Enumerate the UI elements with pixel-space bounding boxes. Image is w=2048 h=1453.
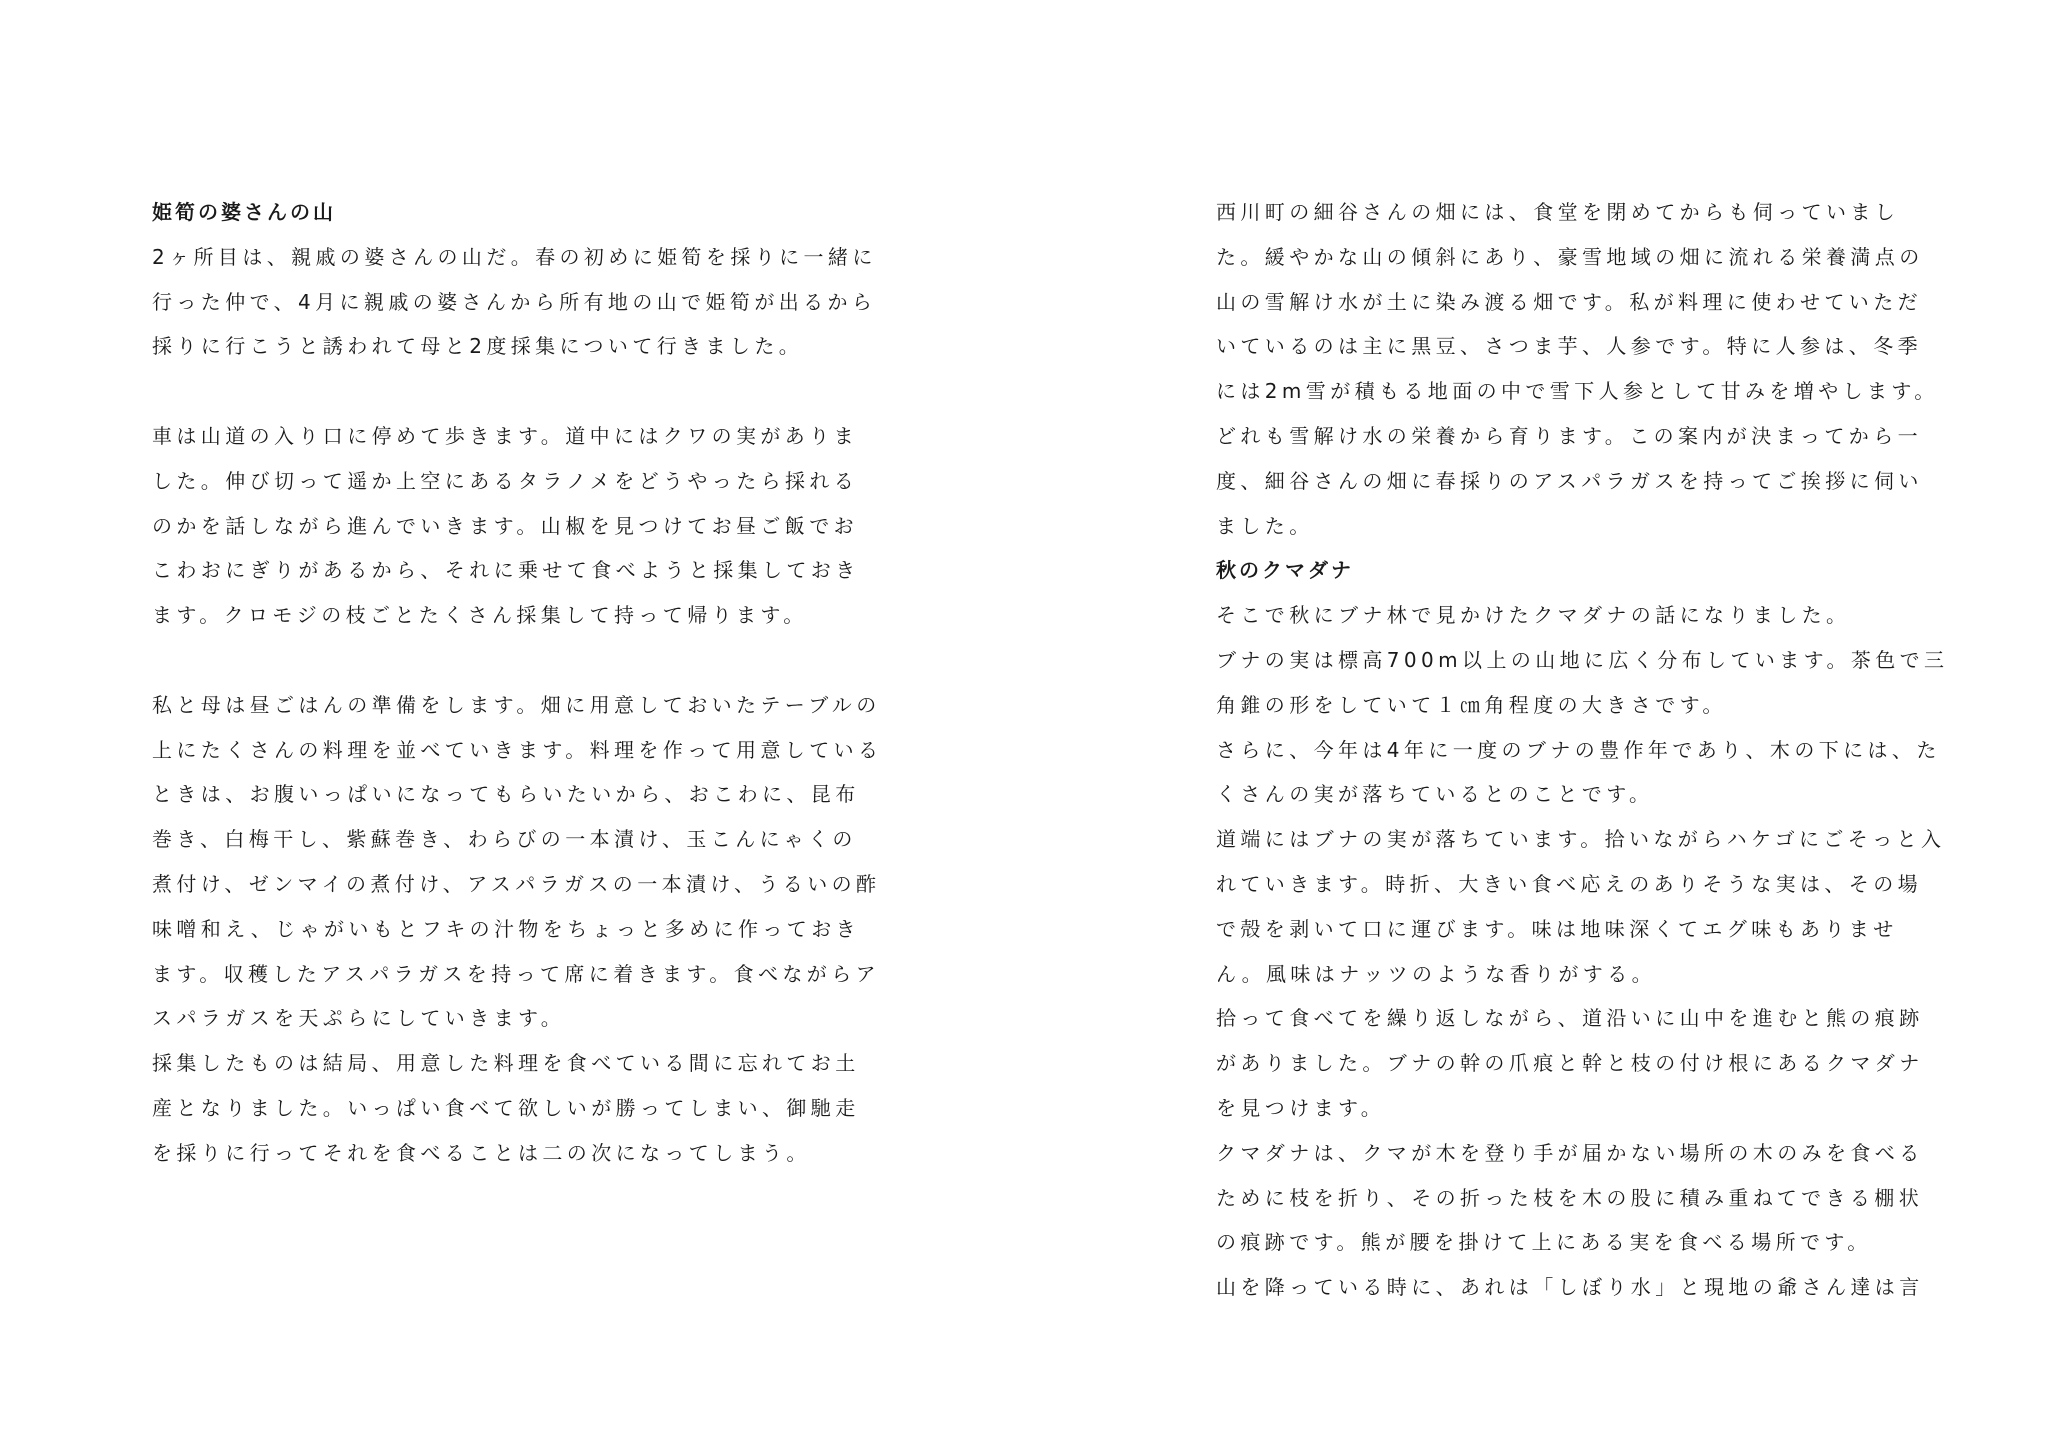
body-text-line: れていきます。時折、大きい食べ応えのありそうな実は、その場 [1216,871,1922,896]
body-text-line: には2m雪が積もる地面の中で雪下人参として甘みを増やします。 [1216,379,1939,404]
body-text-line: 角錐の形をしていて１㎝角程度の大きさです。 [1216,692,1727,717]
paragraph-spacer [152,369,852,414]
body-text-line: クマダナは、クマが木を登り手が届かない場所の木のみを食べる [1216,1140,1924,1165]
body-text-line: 私と母は昼ごはんの準備をします。畑に用意しておいたテーブルの [152,692,881,717]
body-text-line: ブナの実は標高700m以上の山地に広く分布しています。茶色で三 [1216,647,1949,672]
body-text-line: ん。風味はナッツのような香りがする。 [1216,961,1656,986]
body-text-line: 採集したものは結局、用意した料理を食べている間に忘れてお土 [152,1051,860,1076]
body-text-line: こわおにぎりがあるから、それに乗せて食べようと採集しておき [152,558,860,583]
body-text-line: ために枝を折り、その折った枝を木の股に積み重ねてできる棚状 [1216,1185,1924,1210]
body-text-line: 行った仲で、4月に親戚の婆さんから所有地の山で姫筍が出るから [152,289,877,314]
body-text-line: ます。クロモジの枝ごとたくさん採集して持って帰ります。 [152,603,808,628]
body-text-line: した。伸び切って遥か上空にあるタラノメをどうやったら採れる [152,468,859,493]
section-heading: 秋のクマダナ [1216,558,1354,583]
body-text-line: た。緩やかな山の傾斜にあり、豪雪地域の畑に流れる栄養満点の [1216,244,1924,269]
body-text-line: のかを話しながら進んでいきます。山椒を見つけてお昼ご飯でお [152,513,858,538]
body-text-line: さらに、今年は4年に一度のブナの豊作年であり、木の下には、た [1216,737,1941,762]
body-text-line: 2ヶ所目は、親戚の婆さんの山だ。春の初めに姫筍を採りに一緒に [152,244,877,269]
body-text-line: 度、細谷さんの畑に春採りのアスパラガスを持ってご挨拶に伺い [1216,468,1923,493]
body-text-line: 上にたくさんの料理を並べていきます。料理を作って用意している [152,737,883,762]
body-text-line: くさんの実が落ちているとのことです。 [1216,782,1654,807]
body-text-line: 山の雪解け水が土に染み渡る畑です。私が料理に使わせていただ [1216,289,1922,314]
body-text-line: いているのは主に黒豆、さつま芋、人参です。特に人参は、冬季 [1216,334,1922,359]
body-text-line: ました。 [1216,513,1314,538]
body-text-line: 巻き、白梅干し、紫蘇巻き、わらびの一本漬け、玉こんにゃくの [152,827,857,852]
body-text-line: ます。収穫したアスパラガスを持って席に着きます。食べながらア [152,961,880,986]
body-text-line: の痕跡です。熊が腰を掛けて上にある実を食べる場所です。 [1216,1230,1872,1255]
left-text-column [152,190,883,1176]
body-text-line: 産となりました。いっぱい食べて欲しいが勝ってしまい、御馳走 [152,1095,860,1120]
body-text-line: で殻を剥いて口に運びます。味は地味深くてエグ味もありませ [1216,916,1898,941]
body-text-line: 道端にはブナの実が落ちています。拾いながらハケゴにごそっと入 [1216,827,1946,852]
body-text-line: 拾って食べてを繰り返しながら、道沿いに山中を進むと熊の痕跡 [1216,1006,1924,1031]
body-text-line: スパラガスを天ぷらにしていきます。 [152,1006,566,1031]
body-text-line: 煮付け、ゼンマイの煮付け、アスパラガスの一本漬け、うるいの酢 [152,871,881,896]
body-text-line: ときは、お腹いっぱいになってもらいたいから、おこわに、昆布 [152,782,860,807]
body-text-line: 車は山道の入り口に停めて歩きます。道中にはクワの実がありま [152,423,858,448]
body-text-line: 味噌和え、じゃがいもとフキの汁物をちょっと多めに作っておき [152,916,860,941]
body-text-line: を採りに行ってそれを食べることは二の次になってしまう。 [152,1140,811,1165]
body-text-line: がありました。ブナの幹の爪痕と幹と枝の付け根にあるクマダナ [1216,1051,1924,1076]
body-text-line: 採りに行こうと誘われて母と2度採集について行きました。 [152,334,804,359]
body-text-line: そこで秋にブナ林で見かけたクマダナの話になりました。 [1216,603,1851,628]
paragraph-spacer [152,638,852,683]
body-text-line: を見つけます。 [1216,1095,1386,1120]
body-text-line: 山を降っている時に、あれは「しぼり水」と現地の爺さん達は言 [1216,1275,1924,1300]
body-text-line: 西川町の細谷さんの畑には、食堂を閉めてからも伺っていまし [1216,200,1900,224]
right-page [1024,0,2048,1453]
body-text-line: どれも雪解け水の栄養から育ります。この案内が決まってから一 [1216,423,1922,448]
right-text-column [1216,190,1949,1310]
section-heading: 姫筍の婆さんの山 [152,200,336,224]
